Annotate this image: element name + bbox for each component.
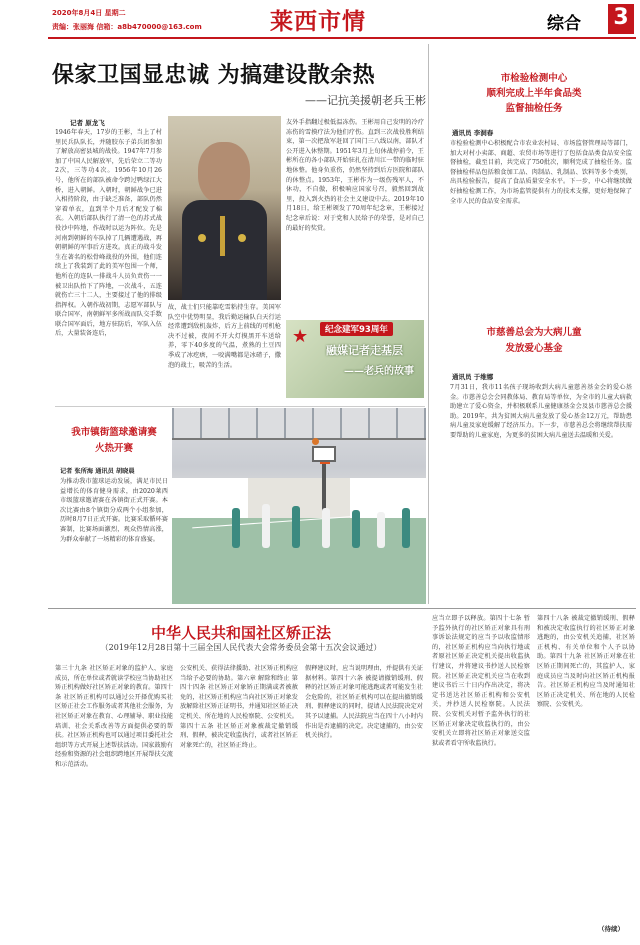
section-label: 综合 xyxy=(547,14,581,34)
lead-subtitle: ——记抗美援朝老兵王彬 xyxy=(305,94,426,107)
side2-title-2: 发放爱心基金 xyxy=(505,343,563,354)
basketball-title-2: 火热开赛 xyxy=(94,443,133,454)
col-divider xyxy=(428,44,429,604)
law-col4: 应当立即予以释放。第四十七条 暂予监外执行的社区矫正对象具有刑事诉讼法规定的应当予以收监情形的，社区矫正机构应当向执行地或者原社区矫正决定机关提出收监执行建议，并将建议书抄送人民检察院。社区矫正决定机关应当在收到建议书后三十日内作出决定，将决定书送达社区矫正机构和公安机关，并抄送人民检察院。人民法院、公安机关对暂予监外执行的社区矫正对象决定收监执行的，由公安机关立即将社区矫正对象送交监狱或者看守所收监执行。 xyxy=(432,615,530,747)
side1-byline: 通讯员 李洞春 xyxy=(452,129,494,137)
lead-byline: 记者 原龙飞 xyxy=(70,119,105,127)
law-col2: 公安机关、获得法律援助、社区矫正机构应当给予必要的协助。第六章 解除和终止 第四十四条 社区矫正对象矫正期满或者被赦免的，社区矫正机构应当向社区矫正对象发放解除社区矫正证明书，并通知社区矫正决定机关、所在地的人民检察院、公安机关。第四十五条 社区矫正对象被裁定撤销缓刑、假释，被决定收监执行，或者社区矫正对象死亡的，社区矫正终止。 xyxy=(180,665,298,749)
side1-title-1: 市检验检测中心 xyxy=(500,73,568,84)
basketball-byline: 记者 张所海 通讯员 胡晓晨 xyxy=(60,468,135,475)
law-col1: 第三十九条 社区矫正对象的监护人、家庭成员，所在单位或者就读学校应当协助社区矫正机构做好社区矫正对象的教育。第四十条 社区矫正机构可以通过公开择优购买社区矫正社会工作服务或者其他社会服务，为社区矫正对象在教育、心理辅导、职业技能培训、社会关系改善等方面提供必要的帮扶。社区矫正机构也可以通过项目委托社会组织等方式开展上述帮扶活动。国家鼓励有经验和资源的社会组织跨地区开展帮扶交流和示范活动。 xyxy=(55,665,173,768)
banner-star-icon: ★ xyxy=(292,326,309,347)
lead-title: 保家卫国显忠诚 为搞建设散余热 xyxy=(52,62,376,88)
masthead-logo: 莱西市情 xyxy=(270,8,366,35)
header-date: 2020年8月4日 星期二 xyxy=(52,9,126,17)
lead-col3: 友外手指翻过极低温冻伤。王彬用自己发明的冷疗冻伤的雪摸疗法为他们疗伤。直到三次战役胜利结束，第一次把敌军赶回了国门三八线以南，部队才公开进入休整期。1951年3月上旬休战停前令，王彬所在的各小部队开始驻扎在清川江一带的临时驻地休整。他身负重伤，仍然坚持到后方医院和部队的休整点。1953年，王彬作为一级伤残军人，不休功，不自傲，积极响应国家号召，毅然回到故里，投入到火热的社会主义建设中去。2019年10月18日，给王彬颁发了70周年纪念章，王彬接过纪念章后说：对于党和人民给予的荣誉，是对自己的最好的奖赏。 xyxy=(286,119,424,232)
banner-tag: 纪念建军93周年 xyxy=(320,322,393,336)
header-rule xyxy=(48,37,636,39)
law-col3: 假释建议时，应当说明理由，并提供有关证据材料。第四十六条 被提请撤销缓刑、假释的社区矫正对象可能逃跑或者可能发生社会危险的，社区矫正机构可以在提出撤销缓刑、假释建议的同时，提请人民法院决定对其予以逮捕。人民法院应当在四十八小时内作出是否逮捕的决定。决定逮捕的，由公安机关执行。 xyxy=(305,665,423,740)
lead-photo-veteran xyxy=(168,116,281,300)
side1-text: 市检验检测中心积极配合市农业农村局、市场监督管理局等部门，加大对村小卖部、商超、农贸市场等进行了包括食品类食品安全监督抽检，截至目前，共完成了750批次，顺利完成了抽检任务。监督抽检样品包括粮食加工品、肉制品、乳制品、饮料等多个类别，出具检验报告，提高了食品质量安全水平。下一步，中心将继续做好抽检检测工作，为市场监管提供有力的技术支撑，更好地保障了全市人民的食品安全需求。 xyxy=(450,140,632,205)
basketball-title-1: 我市镇街篮球邀请赛 xyxy=(71,427,157,438)
law-col5: 第四十八条 被裁定撤销缓刑、假释和被决定收监执行的社区矫正对象逃跑的，由公安机关追捕，社区矫正机构、有关单位和个人予以协助。第四十九条 社区矫正对象在社区矫正期间死亡的，其监护人、家庭成员应当及时向社区矫正机构报告。社区矫正机构应当及时通知社区矫正决定机关、所在地的人民检察院、公安机关。 xyxy=(537,615,635,709)
law-title: 中华人民共和国社区矫正法 xyxy=(150,624,331,642)
header-editor: 责编：张丽海 信箱：a8b470000@163.com xyxy=(52,23,202,31)
page-number: 3 xyxy=(613,5,629,30)
basketball-photo xyxy=(172,408,426,604)
side2-byline: 通讯员 于维娜 xyxy=(452,373,494,381)
banner-headline: 融媒记者走基层 xyxy=(326,344,403,357)
side2-text: 7月31日，我市11名孩子现场收到大病儿童慈善基金会的爱心基金。市慈善总会会同教体局、教育局等单位，为全市的儿童大病救助建立了爱心资金，并积极联系儿童健康基金会及县市慈善总会援助。2019年，共为贫困大病儿童发放了爱心基金12万元，帮助患病儿童及家庭缓解了经济压力。下一步，市慈善总会将继续帮扶需要帮助的儿童家庭，为更多的贫困大病儿童送去温暖和关爱。 xyxy=(450,384,632,439)
basketball-text: 为推动我市篮球运动发展，满足市民日益增长的体育健身需求，由2020莱西市级篮球邀请赛在各镇街正式开赛。本次比赛由8个镇街分成两个小组参加，历时8月7日正式开赛。比赛采取循环赛赛制，比赛场面激烈，观众热情高涨，为群众奉献了一场精彩的体育盛宴。 xyxy=(60,478,168,543)
side1-title-2: 顺利完成上半年食品类 xyxy=(486,88,582,99)
lead-col1: 1946年春天，17岁的王彬，当上了村里民兵队队长，并随胶东子弟兵团参加了解放高密县城的战役。1947年7月参加了中国人民解放军，先后荣立二等功2次，三等功4次。1956年10月26号，他所在的部队被命令跨过鸭绿江大桥，进入朝鲜。入朝时，朝鲜战争已进入相持阶段，由于缺乏准备，部队仍然穿着单衣，直到半个月后才配发了棉衣。入朝后部队执行了清一色的苏式战役沙中阵地，作战时以运为阵位。先是河南到朝鲜的车队掉了几辆遭遇战，再朝朝鲜的军事后方进攻。真正的战斗发生在著名的松骨峰战役的外围，他们连续上了我装到了此的美军包围一个师，他所在的连队一排战斗人员负责伤一一被卫出队抬下了阵地，一次战斗，五连就伤亡三十二人，主要接过了他的排级指挥权。入朝作战初期，志愿军部队与联合国军，南朝鲜军多所战而队交手数联合国军面后，地方驻防后，军队入伍后，大量装备连后， xyxy=(55,129,162,338)
banner-sub: ——老兵的故事 xyxy=(344,366,414,377)
veterans-banner xyxy=(286,320,424,398)
lead-col2: 故，战士们只能靠吃雪粘持生存。美国军队空中优势明显，我后勤运输队白天行运经常遭到敌机轰炸，后方上前线的可机枪决不过被，夜间不开大灯摸黑开车送给养，零下40多度的气温，煮熟的土豆四季成了冰疙瘩，一咬满嘴都是冰碴子，撒泡的战士，吸苦的生活。 xyxy=(168,304,281,369)
law-subtitle: （2019年12月28日第十三届全国人民代表大会常务委员会第十五次会议通过） xyxy=(100,643,382,652)
side2-title-1: 市慈善总会为大病儿童 xyxy=(486,327,582,338)
law-continued: （待续） xyxy=(598,925,624,933)
law-top-rule xyxy=(48,608,636,609)
side1-title-3: 监督抽检任务 xyxy=(505,103,563,114)
